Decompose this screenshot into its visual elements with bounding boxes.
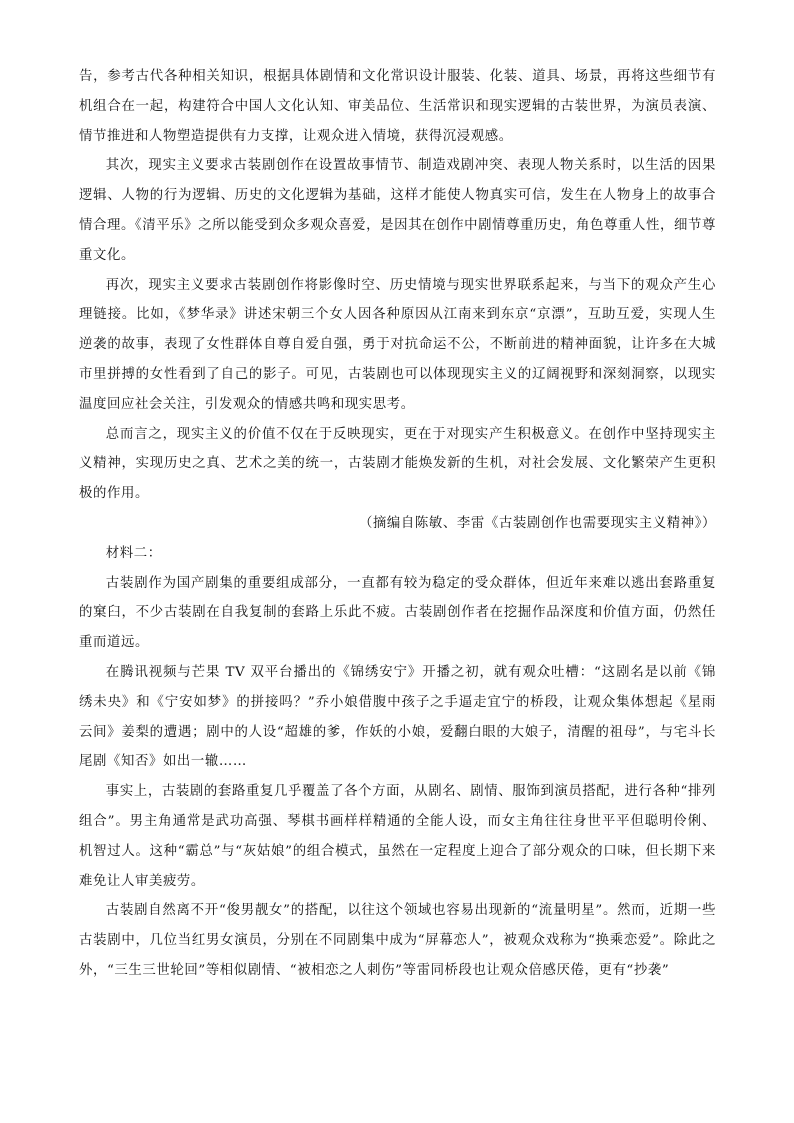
paragraph-jinxiu-anning: 在腾讯视频与芒果 TV 双平台播出的《锦绣安宁》开播之初，就有观众吐槽：“这剧名是以前《锦绣未央》和《宁安如梦》的拼接吗？”乔小娘借腹中孩子之手逼走宜宁的桥段，让观众集体想起《星雨云间》姜梨的遭遇；剧中的人设“超雄的爹，作妖的小娘，爱翻白眼的大娘子，清醒的祖母”，与宅斗长尾剧《知否》如出一辙…… <box>79 664 716 770</box>
section-heading-material-two: 材料二： <box>105 545 162 561</box>
paragraph-material-two-intro: 古装剧作为国产剧集的重要组成部分，一直都有较为稳定的受众群体，但近年来难以逃出套路重复的窠臼，不少古装剧在自我复制的套路上乐此不疲。古装剧创作者在挖掘作品深度和价值方面，仍然任重而道远。 <box>79 575 716 651</box>
paragraph-actors-pairing: 古装剧自然离不开“俊男靓女”的搭配，以往这个领域也容易出现新的“流量明星”。然而，近期一些古装剧中，几位当红男女演员，分别在不同剧集中成为“屏幕恋人”，被观众戏称为“换乘恋爱”。除此之外，“三生三世轮回”等相似剧情、“被相恋之人刺伤”等雷同桥段也让观众倍感厌倦，更有“抄袭” <box>79 903 716 978</box>
document-body <box>79 62 716 986</box>
paragraph-conclusion: 总而言之，现实主义的价值不仅在于反映现实，更在于对现实产生积极意义。在创作中坚持现实主义精神，实现历史之真、艺术之美的统一，古装剧才能焕发新的生机，对社会发展、文化繁荣产生更积极的作用。 <box>79 426 716 502</box>
paragraph-secondly: 其次，现实主义要求古装剧创作在设置故事情节、制造戏剧冲突、表现人物关系时，以生活的因果逻辑、人物的行为逻辑、历史的文化逻辑为基础，这样才能使人物真实可信，发生在人物身上的故事合情合理。《清平乐》之所以能受到众多观众喜爱，是因其在创作中剧情尊重历史，角色尊重人性，细节尊重文化。 <box>79 158 716 263</box>
paragraph-continuation: 告，参考古代各种相关知识，根据具体剧情和文化常识设计服装、化装、道具、场景，再将这些细节有机组合在一起，构建符合中国人文化认知、审美品位、生活常识和现实逻辑的古装世界，为演员表演、情节推进和人物塑造提供有力支撑，让观众进入情境，获得沉浸观感。 <box>79 69 716 144</box>
source-citation: （摘编自陈敏、李雷《古装剧创作也需要现实主义精神》） <box>358 515 716 531</box>
paragraph-thirdly: 再次，现实主义要求古装剧创作将影像时空、历史情境与现实世界联系起来，与当下的观众产生心理链接。比如，《梦华录》讲述宋朝三个女人因各种原因从江南来到东京“京漂”，互助互爱，实现人生逆袭的故事，表现了女性群体自尊自爱自强，勇于对抗命运不公，不断前进的精神面貌，让许多在大城市里拼搏的女性看到了自己的影子。可见，古装剧也可以体现现实主义的辽阔视野和深刻洞察，以现实温度回应社会关注，引发观众的情感共鸣和现实思考。 <box>79 277 716 412</box>
paragraph-routine-repetition: 事实上，古装剧的套路重复几乎覆盖了各个方面，从剧名、剧情、服饰到演员搭配，进行各种“排列组合”。男主角通常是武功高强、琴棋书画样样精通的全能人设，而女主角往往身世平平但聪明伶俐、机智过人。这种“霸总”与“灰姑娘”的组合模式，虽然在一定程度上迎合了部分观众的口味，但长期下来难免让人审美疲劳。 <box>79 784 716 889</box>
